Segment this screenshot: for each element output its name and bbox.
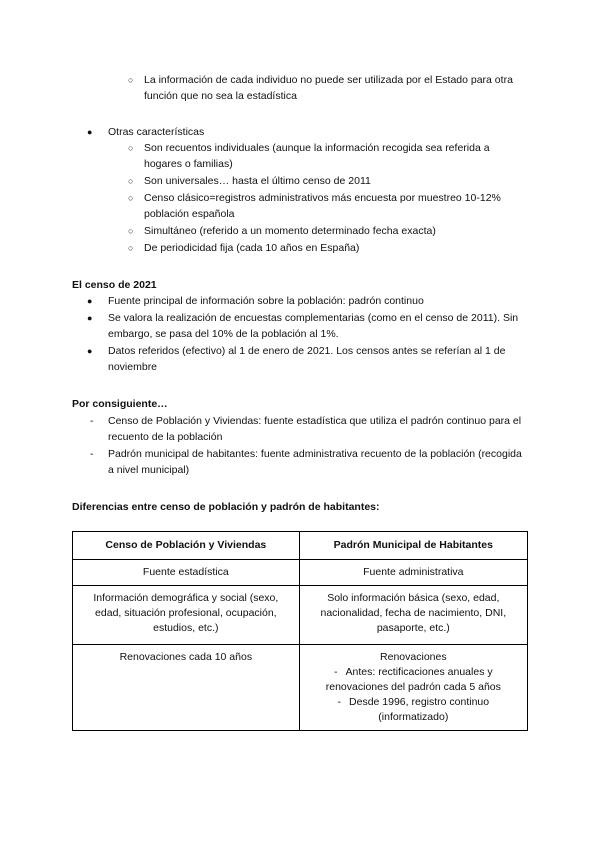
list-item (88, 446, 528, 478)
list-item-text: Censo clásico=registros administrativos más encuesta por muestreo 10-12% población española (144, 192, 501, 220)
circle-bullet-icon: ○ (128, 143, 134, 153)
list-item (128, 240, 528, 256)
table-cell: Fuente administrativa (299, 560, 527, 586)
list-item (128, 223, 528, 239)
list-item-text: Censo de Población y Viviendas: fuente estadística que utiliza el padrón continuo para el recuento de la población (108, 415, 522, 443)
bullet-icon: ● (87, 313, 93, 323)
table-header-row (73, 532, 528, 560)
table-cell (299, 645, 527, 731)
bullet-icon: ● (87, 127, 93, 137)
table-row (73, 645, 528, 731)
list-item-text: La información de cada individuo no puede ser utilizada por el Estado para otra función que no sea la estadística (144, 74, 513, 102)
table-header-cell: Censo de Población y Viviendas (73, 532, 300, 560)
list-item (128, 173, 528, 189)
comparison-table (72, 531, 528, 731)
list-item (86, 310, 528, 342)
otras-caracteristicas-sublist (128, 140, 528, 257)
circle-bullet-icon: ○ (128, 176, 134, 186)
list-item (128, 72, 528, 104)
list-item-text: De periodicidad fija (cada 10 años en España) (144, 242, 360, 254)
table-cell-title: Renovaciones (380, 651, 447, 663)
table-cell: Solo información básica (sexo, edad, nacionalidad, fecha de nacimiento, DNI, pasaporte, etc.) (299, 586, 527, 645)
list-item-text: Datos referidos (efectivo) al 1 de enero de 2021. Los censos antes se referían al 1 de noviembre (108, 345, 506, 373)
circle-bullet-icon: ○ (128, 193, 134, 203)
list-item (86, 293, 528, 309)
list-item-text: Simultáneo (referido a un momento determinado fecha exacta) (144, 225, 436, 237)
dash-bullet-icon: - (334, 666, 338, 678)
section-heading-diferencias: Diferencias entre censo de población y padrón de habitantes: (72, 501, 380, 513)
list-item-text: Fuente principal de información sobre la población: padrón continuo (108, 295, 424, 307)
list-item (128, 190, 528, 222)
bullet-icon: ● (87, 346, 93, 356)
section-heading-por-consiguiente: Por consiguiente… (72, 398, 168, 410)
list-item (128, 140, 528, 172)
dash-bullet-icon: - (90, 415, 94, 427)
bullet-icon: ● (87, 296, 93, 306)
table-cell: Renovaciones cada 10 años (73, 645, 300, 731)
table-row (73, 586, 528, 645)
list-item-text: Antes: rectificaciones anuales y renovaciones del padrón cada 5 años (325, 666, 501, 693)
table-cell: Fuente estadística (73, 560, 300, 586)
list-item-text: Desde 1996, registro continuo (informatizado) (349, 696, 490, 723)
table-row (73, 560, 528, 586)
list-item-text: Son universales… hasta el último censo de 2011 (144, 175, 371, 187)
list-item (88, 413, 528, 445)
list-item (308, 695, 519, 725)
list-item-text: Otras características (108, 126, 205, 138)
list-item (86, 124, 528, 140)
dash-bullet-icon: - (90, 448, 94, 460)
list-item (308, 665, 519, 695)
otras-caracteristicas-list (86, 124, 528, 141)
section-heading-censo-2021: El censo de 2021 (72, 279, 157, 291)
circle-bullet-icon: ○ (128, 75, 134, 85)
continuation-sublist (128, 72, 528, 105)
table-cell: Información demográfica y social (sexo, edad, situación profesional, ocupación, estudios, etc.) (73, 586, 300, 645)
censo-2021-list (86, 293, 528, 376)
list-item-text: Son recuentos individuales (aunque la información recogida sea referida a hogares o familias) (144, 142, 490, 170)
list-item-text: Se valora la realización de encuestas complementarias (como en el censo de 2011). Sin embargo, se pasa del 10% de la población al 1%. (108, 312, 519, 340)
list-item (86, 343, 528, 375)
por-consiguiente-list (88, 413, 528, 479)
list-item-text: Padrón municipal de habitantes: fuente administrativa recuento de la población (recogida a nivel municipal) (108, 448, 522, 476)
table-header-cell: Padrón Municipal de Habitantes (299, 532, 527, 560)
dash-bullet-icon: - (337, 696, 342, 708)
table-cell-list (308, 665, 519, 725)
circle-bullet-icon: ○ (128, 243, 134, 253)
circle-bullet-icon: ○ (128, 226, 134, 236)
